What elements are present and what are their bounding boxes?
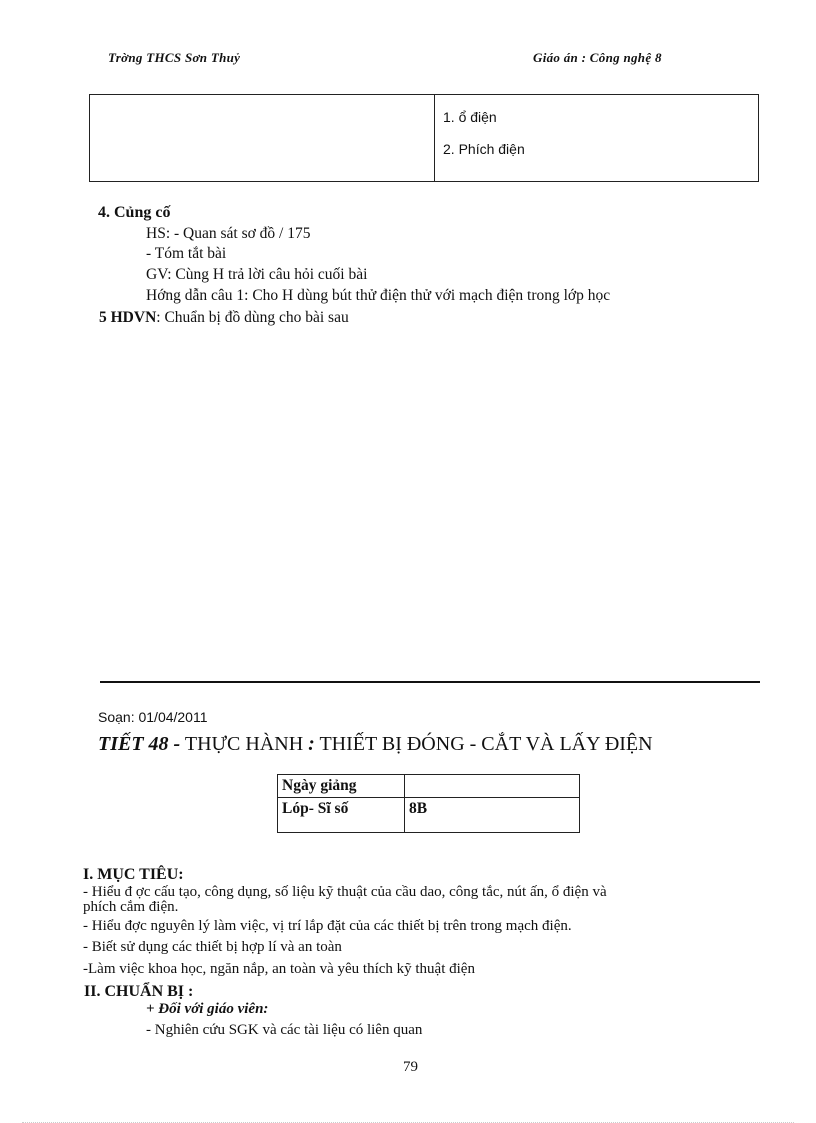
objective-line: phích cắm điện. xyxy=(83,899,179,915)
soan-date: Soạn: 01/04/2011 xyxy=(98,709,208,725)
header-school: Trờng THCS Sơn Thuỷ xyxy=(108,50,241,65)
section-5-line xyxy=(99,309,349,327)
info-label: Lóp- Sĩ số xyxy=(278,798,405,833)
page-number: 79 xyxy=(403,1059,418,1075)
section-4-line: HS: - Quan sát sơ đồ / 175 xyxy=(146,225,311,242)
objective-line: - Hiểu đợc nguyên lý làm việc, vị trí lắp đặt của các thiết bị trên trong mạch điện. xyxy=(83,918,572,934)
top-table-right-cell xyxy=(435,95,759,182)
table-item: 2. Phích điện xyxy=(443,141,525,157)
section-4-line: - Tóm tắt bài xyxy=(146,245,227,262)
top-table-left-cell xyxy=(90,95,435,182)
section-5-text: : Chuẩn bị đồ dùng cho bài sau xyxy=(156,309,349,326)
section-4-line: Hớng dẫn câu 1: Cho H dùng bút thử điện thử với mạch điện trong lớp học xyxy=(146,287,611,304)
objectives-heading: I. MỤC TIÊU: xyxy=(83,866,184,883)
objective-line: -Làm việc khoa học, ngăn nắp, an toàn và yêu thích kỹ thuật điện xyxy=(83,961,475,977)
lesson-title-prefix: TIẾT 48 - xyxy=(98,733,181,755)
section-4-line: GV: Cùng H trả lời câu hỏi cuối bài xyxy=(146,266,368,283)
lesson-title xyxy=(98,733,653,756)
objective-line: - Biết sử dụng các thiết bị hợp lí và an toàn xyxy=(83,939,342,955)
info-table xyxy=(277,774,580,833)
preparation-heading: II. CHUẨN BỊ : xyxy=(84,983,194,1000)
objective-line: - Hiểu đ ợc cấu tạo, công dụng, số liệu kỹ thuật của cầu dao, công tắc, nút ấn, ổ điện và xyxy=(83,884,607,900)
lesson-title-colon: : xyxy=(308,733,315,755)
section-5-label: 5 HDVN xyxy=(99,309,157,326)
preparation-sub: + Đối với giáo viên: xyxy=(146,1001,269,1017)
info-value: 8B xyxy=(405,798,580,833)
lesson-title-rest: THIẾT BỊ ĐÓNG - CẮT VÀ LẤY ĐIỆN xyxy=(314,733,653,755)
section-4-heading: 4. Củng cố xyxy=(98,204,171,221)
top-table xyxy=(89,94,759,182)
page-divider xyxy=(100,681,760,683)
table-item: 1. ổ điện xyxy=(443,109,497,125)
lesson-title-main: THỰC HÀNH xyxy=(180,733,309,755)
preparation-item: - Nghiên cứu SGK và các tài liệu có liên quan xyxy=(146,1022,423,1038)
header-subject: Giáo án : Công nghệ 8 xyxy=(533,50,662,65)
info-label: Ngày giảng xyxy=(278,775,405,798)
info-value xyxy=(405,775,580,798)
